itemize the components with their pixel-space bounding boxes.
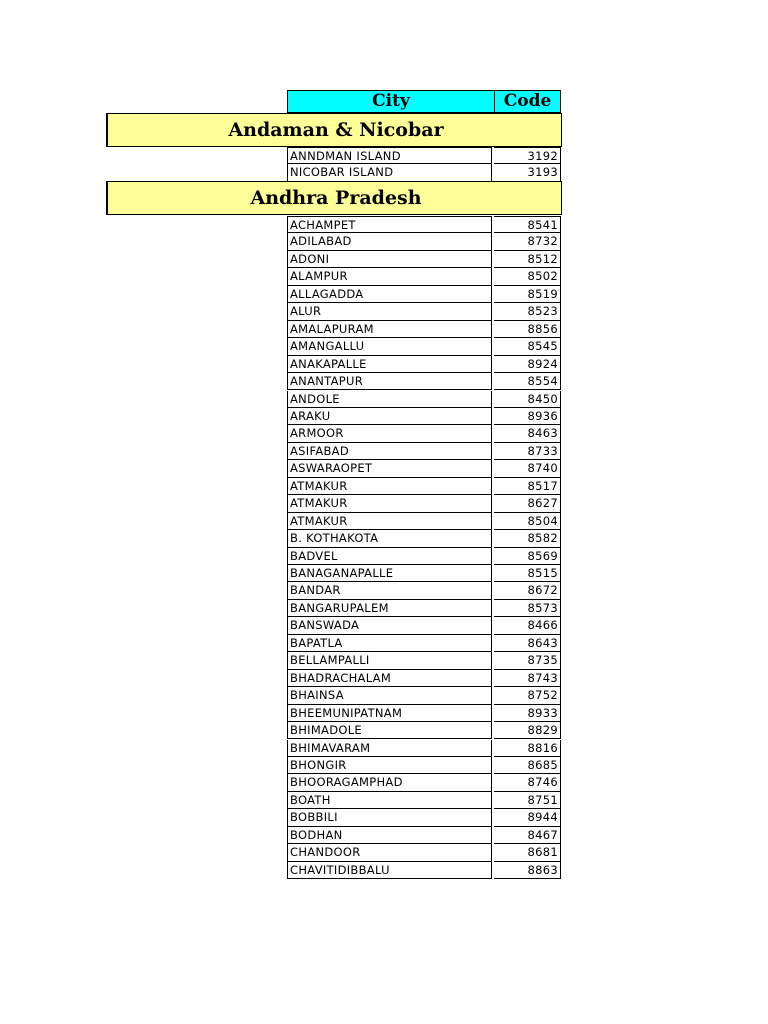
city-column-header: City (287, 90, 495, 113)
code-cell: 8643 (494, 635, 561, 652)
table-row (287, 147, 561, 164)
section-title: Andaman & Nicobar (228, 119, 444, 141)
table-row (287, 303, 561, 320)
code-cell: 8829 (494, 722, 561, 739)
city-cell: ATMAKUR (287, 513, 492, 530)
city-cell: ANANTAPUR (287, 373, 492, 390)
table-row (287, 495, 561, 512)
city-cell: BHIMADOLE (287, 722, 492, 739)
table-row (287, 408, 561, 425)
table-row (287, 722, 561, 739)
code-column-header: Code (494, 90, 561, 113)
table-row (287, 809, 561, 826)
city-cell: BANDAR (287, 582, 492, 599)
table-row (287, 705, 561, 722)
table-row (287, 792, 561, 809)
code-cell: 8672 (494, 582, 561, 599)
code-cell: 8733 (494, 443, 561, 460)
city-cell: ARMOOR (287, 425, 492, 442)
code-cell: 8751 (494, 792, 561, 809)
table-row (287, 844, 561, 861)
table-row (287, 740, 561, 757)
table-row (287, 757, 561, 774)
table-row (287, 862, 561, 879)
table-row (287, 565, 561, 582)
code-cell: 8467 (494, 827, 561, 844)
city-cell: ANNDMAN ISLAND (287, 147, 492, 164)
city-cell: ALLAGADDA (287, 286, 492, 303)
city-cell: AMALAPURAM (287, 321, 492, 338)
section-header-andaman-nicobar (106, 113, 562, 147)
table-row (287, 251, 561, 268)
table-row (287, 774, 561, 791)
code-cell: 8554 (494, 373, 561, 390)
city-cell: ARAKU (287, 408, 492, 425)
table-row (287, 687, 561, 704)
section-title: Andhra Pradesh (250, 187, 422, 209)
code-cell: 8856 (494, 321, 561, 338)
city-cell: CHAVITIDIBBALU (287, 862, 492, 879)
code-cell: 8735 (494, 652, 561, 669)
code-cell: 8545 (494, 338, 561, 355)
table-row (287, 321, 561, 338)
code-cell: 8732 (494, 233, 561, 250)
code-cell: 8450 (494, 391, 561, 408)
city-cell: ADILABAD (287, 233, 492, 250)
city-cell: ASWARAOPET (287, 460, 492, 477)
code-cell: 8743 (494, 670, 561, 687)
code-cell: 8933 (494, 705, 561, 722)
city-cell: BANGARUPALEM (287, 600, 492, 617)
table-row (287, 635, 561, 652)
city-cell: BHEEMUNIPATNAM (287, 705, 492, 722)
table-row (287, 548, 561, 565)
city-cell: BANSWADA (287, 617, 492, 634)
city-cell: BHAINSA (287, 687, 492, 704)
table-row (287, 391, 561, 408)
city-cell: ASIFABAD (287, 443, 492, 460)
table-row (287, 164, 561, 181)
table-row (287, 356, 561, 373)
code-cell: 8466 (494, 617, 561, 634)
code-cell: 8523 (494, 303, 561, 320)
code-cell: 3193 (494, 164, 561, 181)
code-cell: 3192 (494, 147, 561, 164)
code-cell: 8627 (494, 495, 561, 512)
code-cell: 8504 (494, 513, 561, 530)
city-cell: BHIMAVARAM (287, 740, 492, 757)
code-cell: 8569 (494, 548, 561, 565)
code-cell: 8944 (494, 809, 561, 826)
table-row (287, 373, 561, 390)
city-cell: ATMAKUR (287, 495, 492, 512)
code-cell: 8740 (494, 460, 561, 477)
code-cell: 8463 (494, 425, 561, 442)
table-row (287, 652, 561, 669)
code-cell: 8936 (494, 408, 561, 425)
city-cell: BHONGIR (287, 757, 492, 774)
code-cell: 8924 (494, 356, 561, 373)
table-row (287, 460, 561, 477)
code-cell: 8863 (494, 862, 561, 879)
code-cell: 8517 (494, 478, 561, 495)
code-cell: 8573 (494, 600, 561, 617)
city-cell: BELLAMPALLI (287, 652, 492, 669)
table-row (287, 338, 561, 355)
table-row (287, 617, 561, 634)
city-cell: BOBBILI (287, 809, 492, 826)
city-cell: ANAKAPALLE (287, 356, 492, 373)
city-cell: BHADRACHALAM (287, 670, 492, 687)
code-cell: 8541 (494, 216, 561, 233)
city-cell: ADONI (287, 251, 492, 268)
city-cell: AMANGALLU (287, 338, 492, 355)
table-row (287, 670, 561, 687)
table-header (287, 90, 561, 113)
table-row (287, 478, 561, 495)
city-cell: BOATH (287, 792, 492, 809)
city-cell: NICOBAR ISLAND (287, 164, 492, 181)
table-row (287, 216, 561, 233)
code-cell: 8685 (494, 757, 561, 774)
table-row (287, 827, 561, 844)
city-cell: BAPATLA (287, 635, 492, 652)
city-cell: BADVEL (287, 548, 492, 565)
city-cell: ATMAKUR (287, 478, 492, 495)
table-row (287, 425, 561, 442)
table-row (287, 443, 561, 460)
table-row (287, 513, 561, 530)
code-cell: 8816 (494, 740, 561, 757)
city-cell: ANDOLE (287, 391, 492, 408)
code-cell: 8515 (494, 565, 561, 582)
city-cell: BODHAN (287, 827, 492, 844)
city-cell: BHOORAGAMPHAD (287, 774, 492, 791)
code-cell: 8746 (494, 774, 561, 791)
table-row (287, 582, 561, 599)
city-cell: ALAMPUR (287, 268, 492, 285)
city-cell: BANAGANAPALLE (287, 565, 492, 582)
city-cell: B. KOTHAKOTA (287, 530, 492, 547)
code-cell: 8681 (494, 844, 561, 861)
code-cell: 8519 (494, 286, 561, 303)
city-cell: CHANDOOR (287, 844, 492, 861)
section-header-andhra-pradesh (106, 181, 562, 215)
table-row (287, 286, 561, 303)
table-row (287, 233, 561, 250)
table-row (287, 600, 561, 617)
code-cell: 8512 (494, 251, 561, 268)
code-cell: 8582 (494, 530, 561, 547)
code-cell: 8502 (494, 268, 561, 285)
table-row (287, 530, 561, 547)
city-cell: ACHAMPET (287, 216, 492, 233)
table-row (287, 268, 561, 285)
city-cell: ALUR (287, 303, 492, 320)
code-cell: 8752 (494, 687, 561, 704)
